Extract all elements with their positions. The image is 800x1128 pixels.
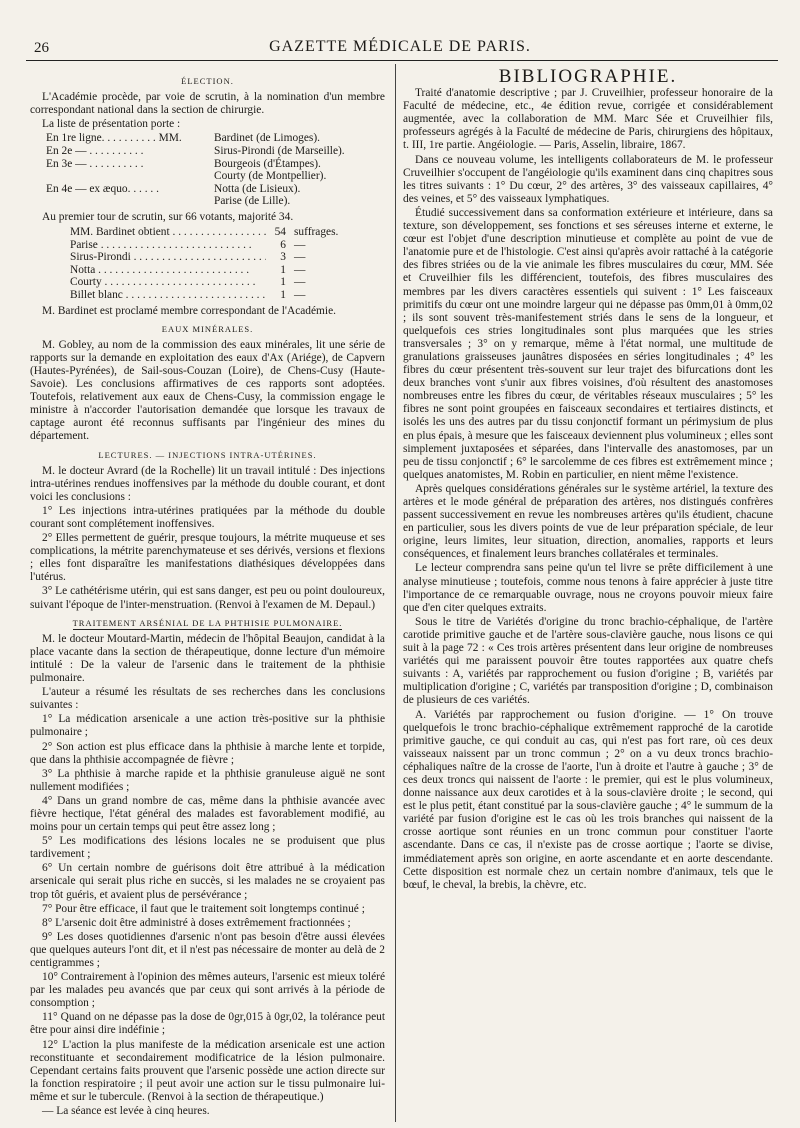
- candidate-rank: En 1re ligne. . . . . . . . . . MM.: [46, 132, 182, 145]
- eaux-heading: EAUX MINÉRALES.: [161, 323, 254, 334]
- vote-name: Parise . . .: [70, 239, 266, 252]
- candidate-name: Parise (de Lille).: [214, 195, 291, 208]
- arsenic-summary: L'auteur a résumé les résultats de ses recherches dans les conclusions suivantes :: [30, 686, 385, 712]
- candidate-row: [46, 183, 385, 196]
- arsenic-heading: [30, 617, 385, 630]
- lectures-conclusion-1: 1° Les injections intra-utérines pratiquées par la méthode du double courant sont complétement inoffensives.: [30, 504, 385, 530]
- eaux-paragraph: M. Gobley, au nom de la commission des eaux minérales, lit une série de rapports sur la demande en exploitation des eaux d'Ax (Ariége), de Capvern (Hautes-Pyrénées), de Sail-sous-Couzan (Loire), de Chens-Cusy (Haute-Savoie). Les conclusions affirmatives de ces rapports sont adoptées. Toutefois, relativement aux eaux de Chens-Cusy, la commission engage le ministre à n'accorder l'autorisation demandée que lorsque les travaux de captage auront été reconnus suffisants par l'ingénieur des mines du département.: [30, 338, 385, 443]
- candidate-row: [46, 170, 385, 183]
- page-header: [0, 0, 800, 58]
- election-list-label: La liste de présentation porte :: [42, 118, 181, 131]
- vote-name: Billet blanc . . .: [70, 289, 266, 302]
- vote-suffix: —: [294, 289, 306, 301]
- review-paragraph: Sous le titre de Variétés d'origine du tronc brachio-céphalique, de l'artère carotide primitive gauche et de l'artère sous-clavière gauche, nous lisons ce qui suit à la page 72 : « Ces trois artères présentent dans leur origine de nombreuses variétés qui me paraissent pouvoir être toutes rapportées aux quatre chefs suivants : A, variétés par rapprochement ou fusion d'origine ; B, variétés par multiplication d'origine ; C, variétés par transposition d'origine ; D, combinaison de plusieurs de ces variétés.: [403, 615, 773, 707]
- vote-row: [70, 251, 385, 264]
- vote-row: [70, 264, 385, 277]
- vote-row: [70, 226, 385, 239]
- vote-suffix: —: [294, 263, 306, 276]
- arsenic-item: 7° Pour être efficace, il faut que le traitement soit longtemps continué ;: [42, 902, 365, 915]
- review-paragraph: A. Variétés par rapprochement ou fusion d'origine. — 1° On trouve quelquefois le tronc brachio-céphalique extrêmement rapproché de la carotide primitive gauche, ce qui conduit au cas, qui n'est pas fort rare, où ces deux vaisseaux naissent par un tronc commun ; 2° on a vu deux troncs brachio-céphaliques naître de la crosse de l'aorte, l'un à droite et l'autre à gauche ; 3° de ces deux troncs qui naissent de l'aorte : le premier, qui est le plus volumineux, donne naissance aux deux carotides et à la sous-clavière droite ; le second, qui est le plus petit, étant constitué par la sous-clavière gauche ; 4° le summum de la variété par fusion d'origine est le cas où les trois branches qui naissent de la crosse aortique sont réunies en un tronc commun pour constituer l'aorte ascendante. Dans ce cas, il n'existe pas de crosse aortique ; l'aorte se divise, immédiatement après son origine, en aorte ascendante et en aorte descendante. Cette disposition est normale chez un certain nombre d'animaux, tels que le bœuf, le cheval, la brebis, la chèvre, etc.: [403, 708, 773, 891]
- vote-row: [70, 239, 385, 252]
- candidate-row: [46, 145, 385, 158]
- left-column: [30, 70, 385, 1119]
- vote-suffix: —: [294, 238, 306, 251]
- vote-name: Sirus-Pirondi . . .: [70, 251, 266, 264]
- vote-name: Courty . . .: [70, 276, 266, 289]
- session-end: — La séance est levée à cinq heures.: [42, 1105, 210, 1118]
- vote-count: 1: [280, 276, 286, 289]
- arsenic-item: 10° Contrairement à l'opinion des mêmes auteurs, l'arsenic est mieux toléré par les malades peu avancés que par ceux qui sont arrivés à la période de consomption ;: [30, 971, 386, 1010]
- vote-name: Notta . . .: [70, 264, 266, 277]
- header-rule: [26, 60, 778, 61]
- candidate-row: [46, 158, 385, 171]
- candidate-row: [46, 132, 385, 145]
- vote-row: [70, 276, 385, 289]
- lectures-conclusion-3: 3° Le cathétérisme utérin, qui est sans danger, est peu ou point douloureux, suivant l'époque de l'inter-menstruation. (Renvoi à l'examen de M. Depaul.): [30, 585, 385, 611]
- bibliographie-title: BIBLIOGRAPHIE.: [498, 66, 678, 87]
- vote-suffix: —: [294, 276, 306, 289]
- candidate-name: Courty (de Montpellier).: [214, 170, 327, 183]
- arsenic-item: 8° L'arsenic doit être administré à doses extrêmement fractionnées ;: [42, 916, 351, 929]
- arsenic-item: 2° Son action est plus efficace dans la phthisie à marche lente et torpide, que dans la phthisie accompagnée de fièvre ;: [30, 740, 385, 766]
- right-column: [403, 66, 773, 893]
- page-number: 26: [34, 40, 49, 56]
- candidate-list: [46, 132, 385, 208]
- arsenic-item: 1° La médication arsenicale a une action très-positive sur la phthisie pulmonaire ;: [30, 713, 385, 739]
- arsenic-item: 4° Dans un grand nombre de cas, même dans la phthisie avancée avec fièvre hectique, l'état général des malades est favorablement modifié, au moins pour un certain temps qui peut être assez long ;: [30, 794, 385, 834]
- vote-count: 1: [280, 263, 286, 276]
- review-paragraph: Étudié successivement dans sa conformation extérieure et intérieure, dans sa texture, son développement, ses fonctions et ses séreuses interne et externe, le cœur est l'objet d'une description minutieuse et complète au point de vue de l'anatomie pure et de l'histologie. C'est ainsi qu'après avoir rattaché à la catégorie des fibres striées ou de la vie animale les fibres musculaires du cœur, MM. Sée et Cruveilhier fils les différencient, toutefois, des fibres musculaires des membres par les divers caractères essentiels qui suivent : 1° Les faisceaux primitifs du cœur ont une moindre largeur qui ne dépasse pas 0mm,01 à 0mm,02 ; ils sont souvent très-manifestement striés dans le sens de la longueur, et quelquefois ces stries longitudinales sont plus marquées que les stries transversales ; 3° on y remarque, même à l'état normal, une multitude de granulations graisseuses jaunâtres disposées en séries longitudinales ; 4° les fibres du cœur présentent très-souvent sur leur trajet des bifurcations dont les deux branches vont s'unir aux fibres voisines, d'où résultent des anastomoses nombreuses entre les fibres du cœur, de véritables réseaux musculaires ; 5° les fibres ne sont point groupées en faisceaux secondaires et tertiaires distincts, et isolés les uns des autres par du tissu conjonctif formant un périmysium de plus en plus épais, à mesure que les faisceaux deviennent plus volumineux ; elles sont simplement juxtaposées et séparées, dans l'intervalle des anastomoses, par un peu de tissu conjonctif ; 6° le sarcolemme de ces fibres est extrêmement mince ; quelques anatomistes, M. Robin en particulier, en nient même l'existence.: [403, 206, 773, 481]
- arsenic-item: 6° Un certain nombre de guérisons doit être attribué à la médication arsenicale qui serait plus riche en succès, si les malades ne se croyaient pas trop tôt guéris, et avaient plus de persévérance ;: [30, 862, 385, 901]
- election-result: M. Bardinet est proclamé membre correspondant de l'Académie.: [42, 304, 336, 317]
- arsenic-item: 3° La phthisie à marche rapide et la phthisie granuleuse aiguë ne sont nullement modifiées ;: [30, 767, 385, 793]
- vote-tally: [70, 226, 385, 302]
- vote-count: 54: [274, 226, 286, 239]
- review-paragraph: Le lecteur comprendra sans peine qu'un tel livre se prête difficilement à une analyse minutieuse ; toutefois, comme nous tenons à faire apprécier à juste titre l'importance de ce remarquable ouvrage, nous ne croyons pouvoir mieux faire que d'en citer quelques extraits.: [403, 562, 773, 614]
- vote-name: MM. Bardinet obtient . . .: [70, 226, 266, 239]
- lectures-conclusion-2: 2° Elles permettent de guérir, presque toujours, la métrite muqueuse et ses complications, la métrite parenchymateuse et ses dérivés, versions et flexions ; elles font disparaître les manifestations diathésiques développées dans l'utérus.: [30, 532, 385, 584]
- review-paragraph: Dans ce nouveau volume, les intelligents collaborateurs de M. le professeur Cruveilhier s'occupent de l'angéiologie qu'ils examinent dans cinq chapitres sous les titres suivants : 1° Du cœur, 2° des artères, 3° des vaisseaux capillaires, 4° des veines, et 5° des vaisseaux lymphatiques.: [403, 153, 773, 205]
- arsenic-item: 11° Quand on ne dépasse pas la dose de 0gr,015 à 0gr,02, la tolérance peut être pour ainsi dire indéfinie ;: [30, 1011, 385, 1037]
- candidate-rank: En 2e — . . . . . . . . . .: [46, 144, 144, 157]
- arsenic-item: 9° Les doses quotidiennes d'arsenic n'ont pas besoin d'être aussi élevées que quelques auteurs l'ont dit, et il n'est pas nécessaire de monter au delà de 2 centigrammes ;: [30, 930, 385, 969]
- candidate-name: Bardinet (de Limoges).: [214, 132, 320, 145]
- candidate-row: [46, 195, 385, 208]
- journal-title: GAZETTE MÉDICALE DE PARIS.: [269, 38, 531, 55]
- lectures-intro: M. le docteur Avrard (de la Rochelle) lit un travail intitulé : Des injections intra-utérines rendues inoffensives par la méthode du double courant, et dont voici les conclusions :: [30, 464, 385, 503]
- book-reference: Traité d'anatomie descriptive ; par J. Cruveilhier, professeur honoraire de la Faculté de médecine, etc., 4e édition revue, corrigée et considérablement augmentée, avec la collaboration de MM. Marc Sée et Cruveilhier fils, professeurs agrégés à la Faculté de médecine de Paris, chirurgiens des hôpitaux, t. III, 1re partie. Angéiologie. — Paris, Asselin, libraire, 1867.: [403, 87, 773, 152]
- candidate-rank: En 3e — . . . . . . . . . .: [46, 157, 144, 170]
- candidate-rank: [46, 170, 214, 183]
- arsenic-item: 5° Les modifications des lésions locales ne se produisent que plus tardivement ;: [30, 835, 385, 861]
- ballot-line: Au premier tour de scrutin, sur 66 votants, majorité 34.: [42, 210, 294, 223]
- vote-count: 1: [280, 289, 286, 301]
- candidate-rank: En 4e — ex æquo. . . . . .: [46, 182, 159, 195]
- vote-suffix: suffrages.: [294, 226, 339, 239]
- vote-row: [70, 289, 385, 302]
- lectures-heading: LECTURES. — INJECTIONS INTRA-UTÉRINES.: [98, 449, 317, 460]
- vote-suffix: —: [294, 251, 306, 264]
- election-heading: ÉLECTION.: [181, 76, 234, 86]
- column-divider: [395, 64, 396, 1122]
- arsenic-heading-text: TRAITEMENT ARSÉNIAL DE LA PHTHISIE PULMONAIRE.: [72, 617, 343, 628]
- candidate-name: Sirus-Pirondi (de Marseille).: [214, 144, 345, 157]
- vote-count: 6: [280, 238, 286, 251]
- candidate-rank: [46, 195, 214, 208]
- election-intro: L'Académie procède, par voie de scrutin, à la nomination d'un membre correspondant national dans la section de chirurgie.: [30, 91, 385, 117]
- arsenic-intro: M. le docteur Moutard-Martin, médecin de l'hôpital Beaujon, candidat à la place vacante dans la section de thérapeutique, donne lecture d'un mémoire intitulé : De la valeur de l'arsenic dans le traitement de la phthisie pulmonaire.: [30, 632, 385, 685]
- vote-count: 3: [280, 251, 286, 264]
- candidate-name: Bourgeois (d'Étampes).: [214, 157, 321, 170]
- candidate-name: Notta (de Lisieux).: [214, 182, 301, 195]
- arsenic-item: 12° L'action la plus manifeste de la médication arsenicale est une action reconstituante et secondairement modificatrice de la lésion pulmonaire. Cependant certains faits prouvent que l'arsenic possède une action directe sur la fonction respiratoire ; il peut avoir une action sur le tissu pulmonaire lui-même et sur le tubercule. (Renvoi à la section de thérapeutique.): [30, 1038, 385, 1103]
- review-paragraph: Après quelques considérations générales sur le système artériel, la texture des artères et le mode général de préparation des artères, nos distingués confrères passent successivement en revue les nombreuses artères qu'ils étudient, chacune en particulier, sous les divers points de vue de leur préparation spéciale, de leur origine, leurs limites, leur situation, direction, anomalies, rapports et leurs conséquences, et finalement leurs branches collatérales et terminales.: [403, 482, 773, 561]
